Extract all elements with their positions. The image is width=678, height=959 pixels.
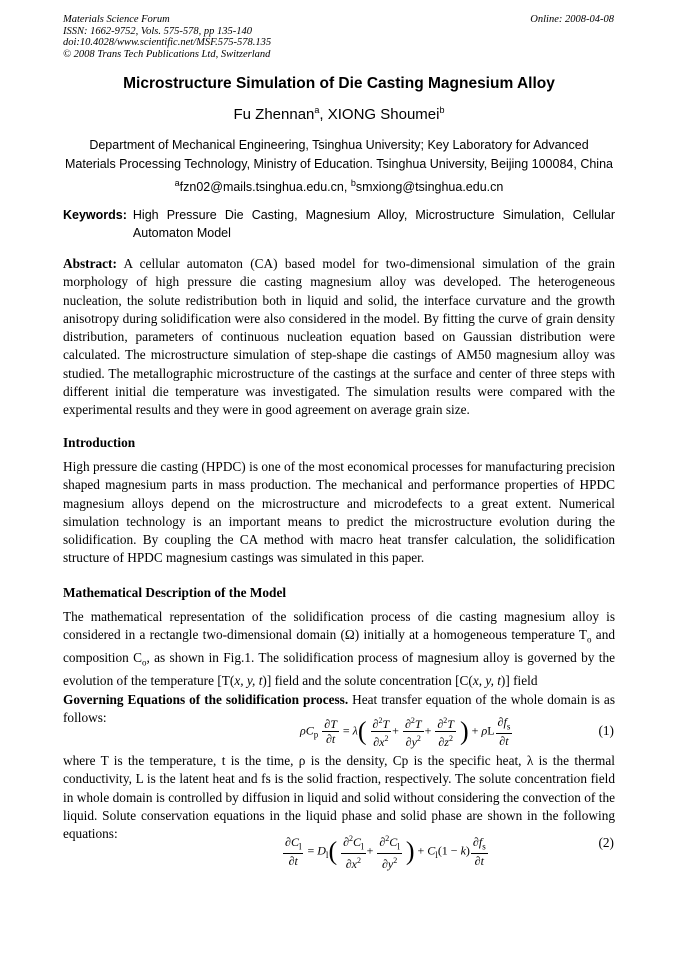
author-2-sup: b — [439, 105, 445, 115]
model-p1-d: )] field and the solute concentration [C( — [262, 673, 473, 689]
model-p1-xy1: x, y, t — [234, 673, 263, 689]
affiliation: Department of Mechanical Engineering, Tsinghua University; Key Laboratory for Advanced Materials Processing Technology, Ministry of Education. Tsinghua University, Beijing 100084, China — [65, 138, 613, 171]
author-line — [0, 106, 678, 123]
model-paragraph-2: where T is the temperature, t is the time, ρ is the density, Cp is the specific heat, λ is the thermal conductivity, L is the latent heat and fs is the solid fraction, respectively. The solute concentration field in whole domain is controlled by diffusion in liquid and solid without considering the convection of the liquid. Solute conservation equations in the liquid phase and solid phase are shown in the following equations: — [63, 753, 615, 842]
keywords-text: High Pressure Die Casting, Magnesium Alloy, Microstructure Simulation, Cellular Automaton Model — [132, 208, 615, 240]
model-heading: Mathematical Description of the Model — [63, 585, 287, 600]
model-p1-xy2: x, y, t — [472, 673, 501, 689]
journal-issn: ISSN: 1662-9752, Vols. 575-578, pp 135-140 — [63, 25, 252, 37]
abstract-label: Abstract: — [63, 256, 117, 271]
model-paragraph-1 — [63, 608, 615, 727]
keywords — [63, 206, 615, 242]
journal-name: Materials Science Forum — [63, 14, 170, 25]
email-separator: , — [343, 180, 351, 194]
abstract — [63, 255, 615, 420]
author-2: XIONG Shoumei — [327, 106, 440, 123]
journal-header — [63, 14, 271, 60]
journal-doi[interactable]: doi:10.4028/www.scientific.net/MSF.575-578.135 — [63, 37, 272, 48]
governing-label: Governing Equations of the solidification process. — [63, 691, 349, 707]
abstract-text: A cellular automaton (CA) based model for two-dimensional simulation of the grain morphology of high pressure die casting magnesium alloy was developed. The heterogeneous nucleation, the solute redistribution both in liquid and solid, the interface curvature and the growth anisotropy during solidification were also considered in the model. By fitting the curve of grain density distribution, parameters of continuous nucleation equation based on Gaussian distribution were calculated. The microstructure simulation of step-shape die castings of AM50 magnesium alloy was studied. The metallographic microstructure of the castings at the surface and center of three steps with different initial die temperature was investigated. The simulation results were compared with the experimental results and they were in good agreement on average grain size. — [63, 256, 615, 418]
model-p1-c: , as shown in Fig.1. The solidification process of magnesium alloy is governed by the evolution of the temperature [T( — [63, 650, 615, 689]
email-a[interactable]: fzn02@mails.tsinghua.edu.cn — [179, 180, 344, 194]
author-1-sup: a — [314, 105, 320, 115]
model-p1-b: and composition C — [63, 627, 615, 666]
governing-text: Heat transfer equation of the whole domain is as follows: — [63, 691, 615, 725]
email-a-sup: a — [174, 177, 180, 188]
email-b[interactable]: smxiong@tsinghua.edu.cn — [355, 180, 504, 194]
keywords-label: Keywords: — [63, 208, 127, 222]
author-1: Fu Zhennan — [233, 106, 315, 123]
author-separator: , — [319, 106, 328, 123]
introduction-text: High pressure die casting (HPDC) is one of the most economical processes for manufacturing precision shaped magnesium parts in mass production. The mechanical and performance properties of HPDC magnesium alloys depend on the microstructure and microdefects to a great extent. Numerical simulation technology is an important means to predict the microstructure evolution during the solidification. By coupling the CA method with macro heat transfer calculation, the solidification structure of HPDC magnesium castings was simulated in this paper. — [63, 459, 615, 566]
equation-1: $\rho C_p$ $\frac{\partial T}{\partial t}$ = λ( $\frac{\partial^2T}{\partial x^2}$ + $\frac{\partial^2T}{\partial y^2}$ + $\frac{\partial^2T}{\partial z^2}$ ) + ρL $\frac{\partial f_s}{\partial t}$ — [300, 714, 511, 749]
model-p1-sub2: o — [141, 657, 147, 668]
equation-2: $\frac{\partial C_l}{\partial t}$ = $D_l$( $\frac{\partial^2C_l}{\partial x^2}$ + $\frac{\partial^2C_l}{\partial y^2}$ ) + $C_l(1 - k)$ $\frac{\partial f_s}{\partial t}$ — [285, 834, 486, 872]
introduction-heading: Introduction — [63, 435, 136, 450]
online-date: Online: 2008-04-08 — [530, 14, 614, 25]
equation-2-number: (2) — [598, 835, 614, 850]
journal-copyright: © 2008 Trans Tech Publications Ltd, Switzerland — [63, 48, 271, 60]
equation-1-number: (1) — [598, 723, 614, 738]
paper-title: Microstructure Simulation of Die Casting Magnesium Alloy — [123, 75, 555, 92]
model-p1-sub1: o — [587, 634, 592, 645]
model-p1-a: The mathematical representation of the solidification process of die casting magnesium alloy is considered in a rectangle two-dimensional domain (Ω) initially at a homogeneous temperature T — [63, 609, 615, 643]
model-p1-e: )] field — [500, 673, 538, 689]
email-b-sup: b — [350, 177, 356, 188]
email-line — [0, 177, 678, 194]
